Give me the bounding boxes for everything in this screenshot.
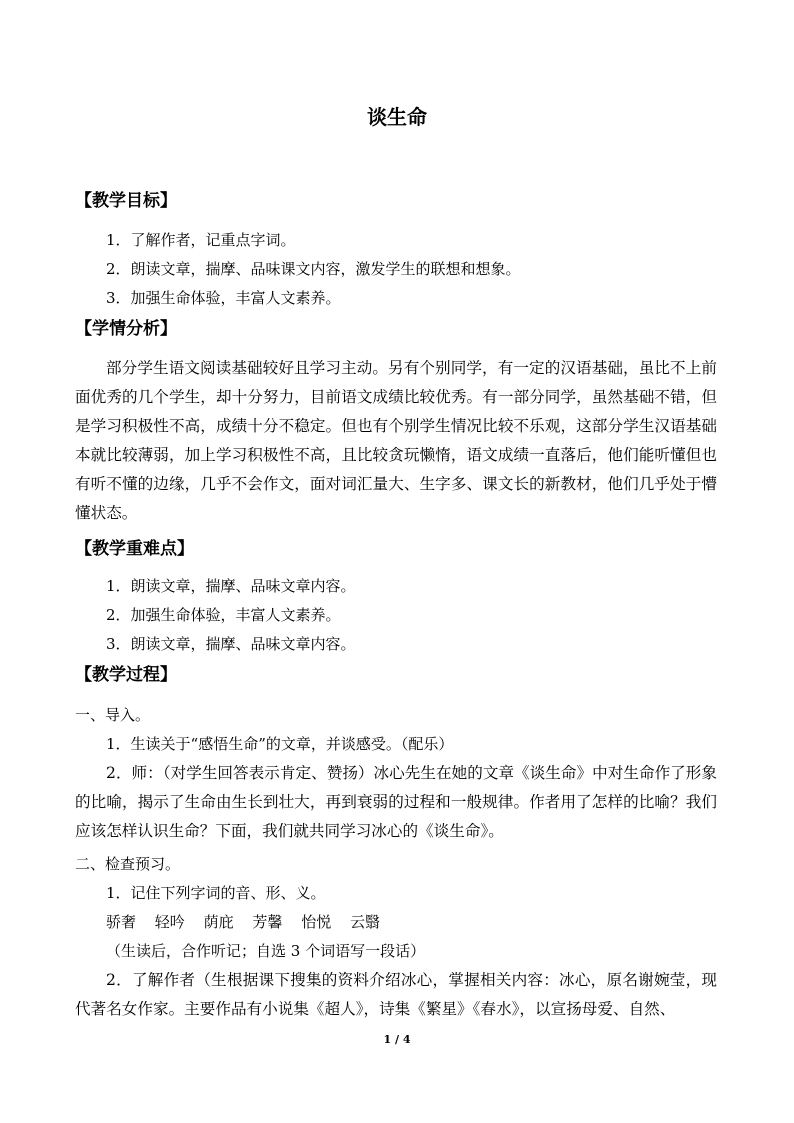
vocabulary-word: 云翳 <box>349 913 380 931</box>
objectives-item-1: 1．了解作者，记重点字词。 <box>106 231 296 249</box>
vocabulary-word: 怡悦 <box>301 913 332 931</box>
key-points-item-3: 3．朗读文章，揣摩、品味文章内容。 <box>106 635 356 653</box>
page-indicator: 1 / 4 <box>383 1033 411 1046</box>
objectives-heading: 【教学目标】 <box>75 191 177 211</box>
objectives-item-2: 2．朗读文章，揣摩、品味课文内容，激发学生的联想和想象。 <box>106 260 521 278</box>
process-part2-note: （生读后，合作听记；自选 3 个词语写一段话） <box>106 942 426 960</box>
objectives-item-3: 3．加强生命体验，丰富人文素养。 <box>106 289 341 307</box>
process-heading: 【教学过程】 <box>75 665 177 685</box>
process-part2-title: 二、检查预习。 <box>75 855 181 873</box>
process-part1-item-2: 2．师：（对学生回答表示肯定、赞扬）冰心先生在她的文章《谈生命》中对生命作了形象的比喻，揭示了生命由生长到壮大，再到衰弱的过程和一般规律。作者用了怎样的比喻？我们应该怎样认识生命？下面，我们就共同学习冰心的《谈生命》。 <box>75 764 717 840</box>
vocabulary-word: 芳馨 <box>252 913 283 931</box>
key-points-item-1: 1．朗读文章，揣摩、品味文章内容。 <box>106 577 356 595</box>
key-points-heading: 【教学重难点】 <box>75 539 194 559</box>
process-part2-item-2: 2．了解作者（生根据课下搜集的资料介绍冰心，掌握相关内容：冰心，原名谢婉莹，现代著名女作家。主要作品有小说集《超人》，诗集《繁星》《春水》，以宣扬母爱、自然、 <box>75 971 717 1018</box>
process-part2-item-1: 1．记住下列字词的音、形、义。 <box>106 884 326 902</box>
analysis-heading: 【学情分析】 <box>75 319 177 339</box>
process-part1-item-1: 1．生读关于“感悟生命”的文章，并谈感受。（配乐） <box>106 735 454 753</box>
document-title: 谈生命 <box>367 105 427 129</box>
vocabulary-word: 荫庇 <box>203 913 234 931</box>
vocabulary-word: 骄奢 <box>106 913 137 931</box>
analysis-paragraph: 部分学生语文阅读基础较好且学习主动。另有个别同学，有一定的汉语基础，虽比不上前面优秀的几个学生，却十分努力，目前语文成绩比较优秀。有一部分同学，虽然基础不错，但是学习积极性不高，成绩十分不稳定。但也有个别学生情况比较不乐观，这部分学生汉语基础本就比较薄弱，加上学习积极性不高，且比较贪玩懒惰，语文成绩一直落后，他们能听懂但也有听不懂的边缘，几乎不会作文，面对词汇量大、生字多、课文长的新教材，他们几乎处于懵懂状态。 <box>75 359 717 522</box>
key-points-item-2: 2．加强生命体验，丰富人文素养。 <box>106 606 341 624</box>
process-part1-title: 一、导入。 <box>75 706 151 724</box>
vocabulary-word: 轻吟 <box>154 913 185 931</box>
vocabulary-word-list <box>106 912 394 932</box>
